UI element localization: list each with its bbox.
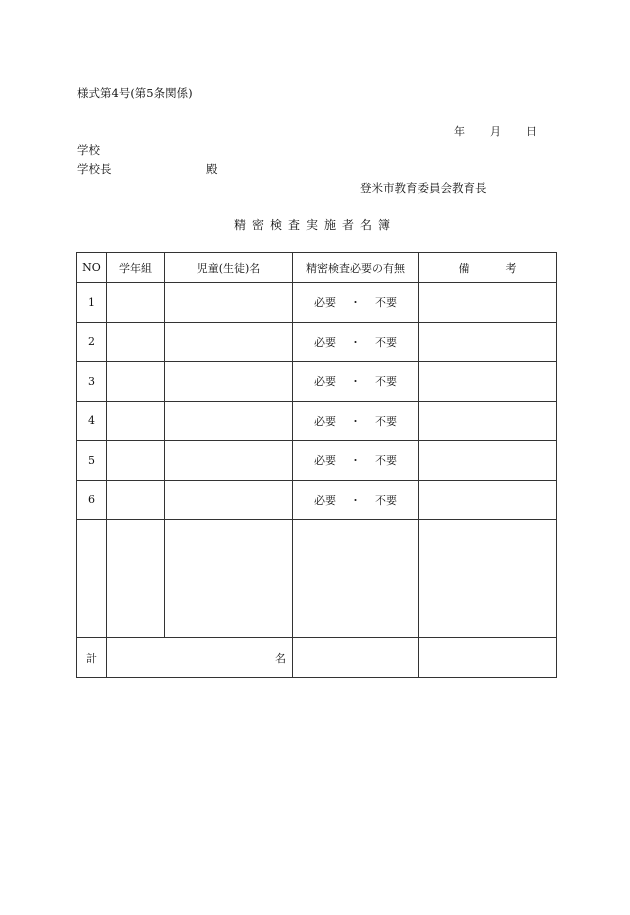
row-no: 6 — [77, 480, 107, 520]
blank-cell — [165, 520, 293, 638]
row-no: 5 — [77, 441, 107, 481]
row-grade-class — [107, 362, 165, 402]
not-needed-option: 不要 — [375, 335, 397, 349]
header-remarks — [419, 253, 557, 283]
date-line — [454, 123, 537, 139]
row-no: 1 — [77, 283, 107, 323]
date-day: 日 — [526, 125, 537, 138]
total-unit: 名 — [275, 651, 286, 665]
needed-option: 必要 — [314, 414, 336, 428]
total-remarks-cell — [419, 638, 557, 678]
option-separator: ・ — [350, 414, 361, 428]
header-no: NO — [77, 253, 107, 283]
table-row — [77, 362, 557, 402]
blank-cell — [107, 520, 165, 638]
row-grade-class — [107, 322, 165, 362]
date-month: 月 — [490, 125, 501, 138]
roster-table — [76, 252, 557, 678]
row-remarks — [419, 362, 557, 402]
total-label: 計 — [77, 638, 107, 678]
row-remarks — [419, 401, 557, 441]
table-total-row — [77, 638, 557, 678]
table-header-row — [77, 253, 557, 283]
date-year: 年 — [454, 125, 465, 138]
row-exam-needed — [293, 441, 419, 481]
row-remarks — [419, 322, 557, 362]
school-label: 学校 — [77, 143, 100, 157]
header-exam-needed: 精密検査必要の有無 — [293, 253, 419, 283]
total-count-cell — [107, 638, 293, 678]
table-row — [77, 322, 557, 362]
row-child-name — [165, 362, 293, 402]
row-remarks — [419, 283, 557, 323]
needed-option: 必要 — [314, 335, 336, 349]
header-remarks-2: 考 — [505, 261, 517, 275]
document-title: 精密検査実施者名簿 — [233, 218, 396, 232]
table-blank-row — [77, 520, 557, 638]
row-no: 2 — [77, 322, 107, 362]
table-row — [77, 441, 557, 481]
not-needed-option: 不要 — [375, 493, 397, 507]
not-needed-option: 不要 — [375, 375, 397, 389]
row-child-name — [165, 322, 293, 362]
table-row — [77, 401, 557, 441]
header-grade-class: 学年組 — [107, 253, 165, 283]
not-needed-option: 不要 — [375, 454, 397, 468]
blank-cell — [293, 520, 419, 638]
table-body — [77, 283, 557, 520]
row-exam-needed — [293, 401, 419, 441]
row-grade-class — [107, 441, 165, 481]
needed-option: 必要 — [314, 296, 336, 310]
not-needed-option: 不要 — [375, 414, 397, 428]
row-no: 3 — [77, 362, 107, 402]
blank-cell — [419, 520, 557, 638]
option-separator: ・ — [350, 454, 361, 468]
row-grade-class — [107, 401, 165, 441]
header-child-name: 児童(生徒)名 — [165, 253, 293, 283]
row-exam-needed — [293, 480, 419, 520]
needed-option: 必要 — [314, 493, 336, 507]
table-row — [77, 283, 557, 323]
option-separator: ・ — [350, 296, 361, 310]
form-number: 様式第4号(第5条関係) — [77, 86, 193, 100]
total-exam-cell — [293, 638, 419, 678]
honorific: 殿 — [206, 162, 218, 176]
row-child-name — [165, 283, 293, 323]
row-grade-class — [107, 283, 165, 323]
row-exam-needed — [293, 283, 419, 323]
option-separator: ・ — [350, 335, 361, 349]
blank-cell — [77, 520, 107, 638]
needed-option: 必要 — [314, 375, 336, 389]
not-needed-option: 不要 — [375, 296, 397, 310]
table-row — [77, 480, 557, 520]
row-grade-class — [107, 480, 165, 520]
row-child-name — [165, 441, 293, 481]
option-separator: ・ — [350, 375, 361, 389]
row-child-name — [165, 401, 293, 441]
option-separator: ・ — [350, 493, 361, 507]
needed-option: 必要 — [314, 454, 336, 468]
row-no: 4 — [77, 401, 107, 441]
row-exam-needed — [293, 362, 419, 402]
header-remarks-1: 備 — [458, 261, 470, 275]
row-exam-needed — [293, 322, 419, 362]
row-child-name — [165, 480, 293, 520]
row-remarks — [419, 441, 557, 481]
row-remarks — [419, 480, 557, 520]
issuer: 登米市教育委員会教育長 — [360, 181, 487, 195]
principal-label: 学校長 — [77, 162, 112, 176]
